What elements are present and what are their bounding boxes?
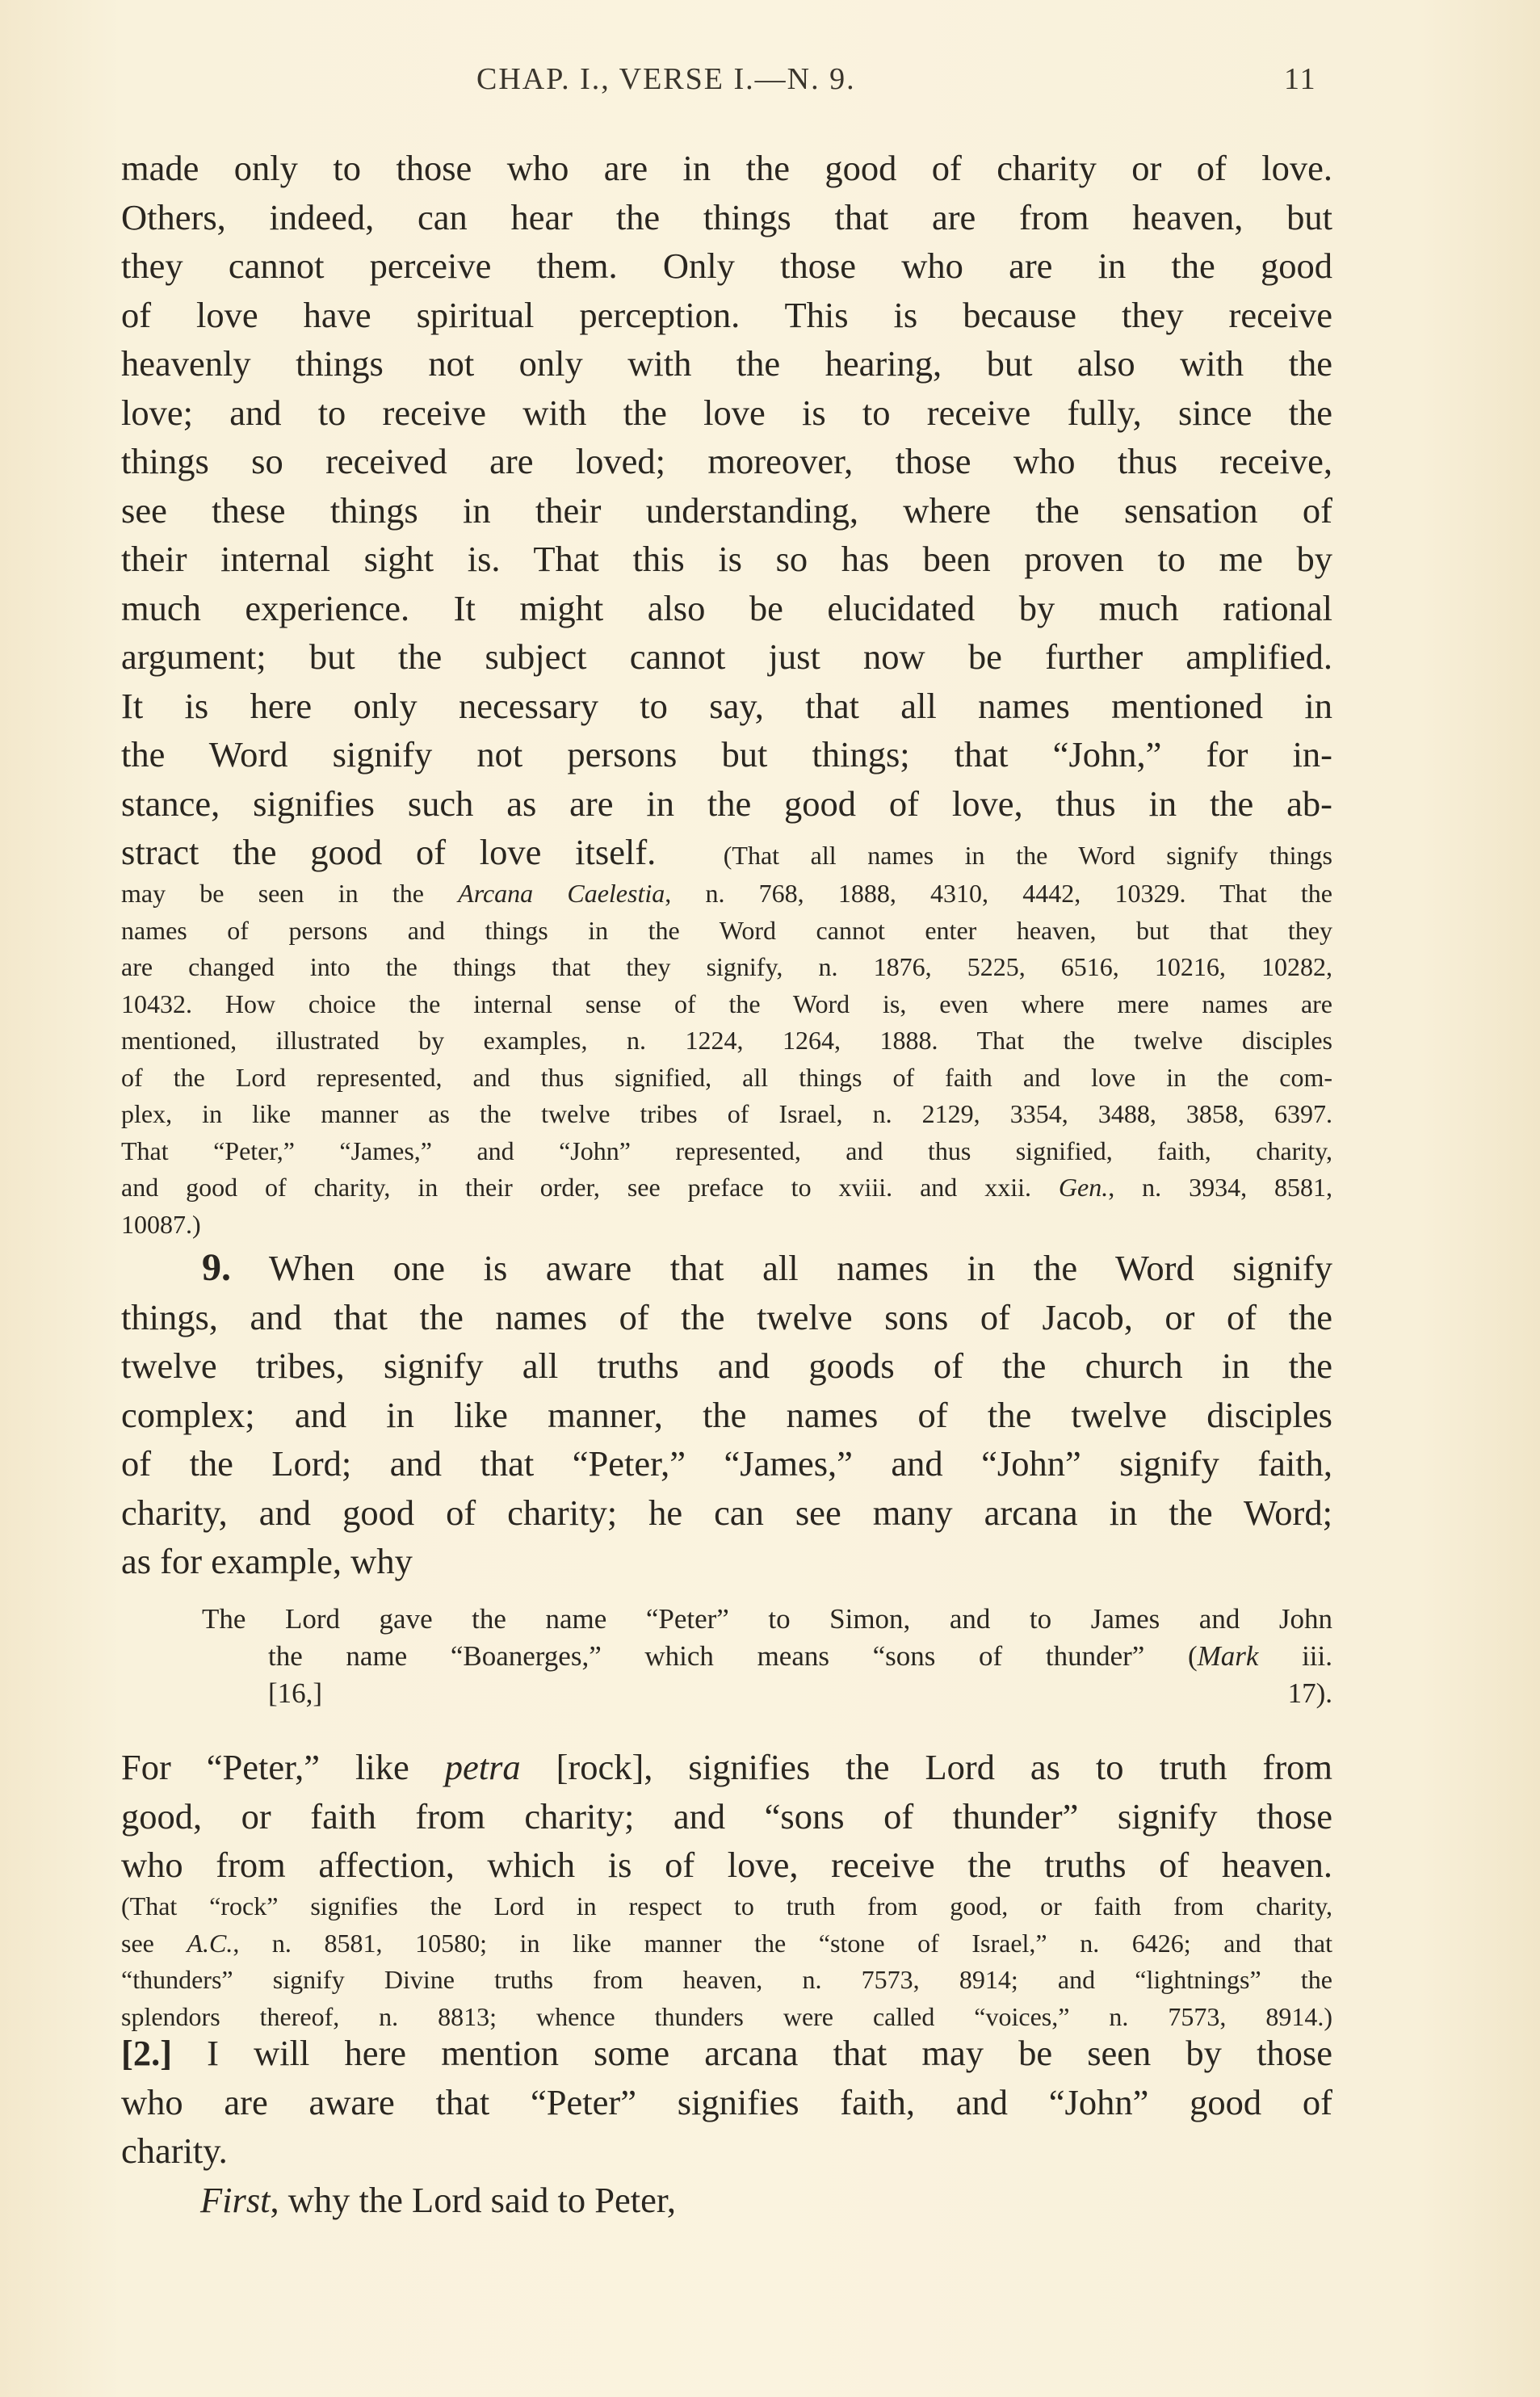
- text-line: Others, indeed, can hear the things that are from heaven, but: [121, 196, 1332, 237]
- text-line: heavenly things not only with the hearing, but also with the: [121, 343, 1332, 384]
- reference-note-2: [121, 1888, 1332, 2035]
- text-line: [2.] I will here mention some arcana that may be seen by those: [121, 2033, 1333, 2073]
- text-line: they cannot perceive them. Only those who are in the good: [121, 246, 1332, 286]
- text-line: twelve tribes, signify all truths and goods of the church in the: [121, 1345, 1332, 1386]
- text-line: their internal sight is. That this is so has been proven to me by: [121, 539, 1332, 579]
- text-line: as for example, why: [121, 1541, 413, 1581]
- text-line-mixed: stract the good of love itself. (That all names in the Word signify things: [121, 832, 1332, 872]
- note-line: and good of charity, in their order, see preface to xviii. and xxii. Gen., n. 3934, 8581,: [121, 1173, 1333, 1202]
- text-line: of love have spiritual perception. This is because they receive: [121, 294, 1332, 335]
- note-line: (That “rock” signifies the Lord in respect to truth from good, or faith from charity,: [121, 1891, 1332, 1921]
- continued-paragraph: [121, 144, 1332, 877]
- text-line: things, and that the names of the twelve sons of Jacob, or of the: [121, 1296, 1332, 1337]
- text-line: things so received are loved; moreover, those who thus receive,: [121, 441, 1332, 481]
- text-line: much experience. It might also be elucidated by much rational: [121, 587, 1332, 628]
- note-line: see A.C., n. 8581, 10580; in like manner the “stone of Israel,” n. 6426; and that: [121, 1928, 1333, 1958]
- note-line: 10087.): [121, 1209, 201, 1239]
- note-line: 10432. How choice the internal sense of the Word is, even where mere names are: [121, 989, 1332, 1018]
- page-number: 11: [1284, 62, 1317, 96]
- note-line: names of persons and things in the Word cannot enter heaven, but that they: [121, 915, 1332, 945]
- note-line: splendors thereof, n. 8813; whence thunders were called “voices,” n. 7573, 8914.): [121, 2001, 1332, 2031]
- text-line: complex; and in like manner, the names of the twelve disciples: [121, 1394, 1332, 1435]
- quote-line: [16,] 17).: [268, 1677, 1332, 1709]
- paragraph-number: 9.: [202, 1246, 231, 1289]
- scripture-quote: [202, 1601, 1332, 1712]
- subsection-2: [121, 2029, 1332, 2224]
- text-line: It is here only necessary to say, that all names mentioned in: [121, 685, 1332, 726]
- note-line: mentioned, illustrated by examples, n. 1224, 1264, 1888. That the twelve disciples: [121, 1026, 1332, 1055]
- text-line: stance, signifies such as are in the good of love, thus in the ab-: [121, 783, 1332, 824]
- section-first-line: 9. When one is aware that all names in the Word signify: [202, 1246, 1332, 1289]
- text-line: First, why the Lord said to Peter,: [200, 2179, 676, 2220]
- running-head: [0, 61, 1540, 110]
- explanation-paragraph: [121, 1743, 1332, 1890]
- note-line: may be seen in the Arcana Caelestia, n. 768, 1888, 4310, 4442, 10329. That the: [121, 879, 1333, 908]
- text-line: charity.: [121, 2130, 228, 2171]
- quote-line: the name “Boanerges,” which means “sons of thunder” (Mark iii.: [268, 1640, 1332, 1672]
- text-line: For “Peter,” like petra [rock], signifies the Lord as to truth from: [121, 1747, 1333, 1787]
- text-line: made only to those who are in the good of charity or of love.: [121, 148, 1332, 188]
- running-title: CHAP. I., VERSE I.—N. 9.: [476, 62, 856, 96]
- text-line: of the Lord; and that “Peter,” “James,” and “John” signify faith,: [121, 1443, 1332, 1484]
- text-line: the Word signify not persons but things; that “John,” for in-: [121, 734, 1332, 775]
- note-line: That “Peter,” “James,” and “John” represented, and thus signified, faith, charity,: [121, 1136, 1332, 1165]
- note-line: plex, in like manner as the twelve tribes of Israel, n. 2129, 3354, 3488, 3858, 6397.: [121, 1099, 1332, 1128]
- subsection-marker: [2.]: [121, 2033, 173, 2073]
- text-line: argument; but the subject cannot just now be further amplified.: [121, 636, 1332, 677]
- note-line: of the Lord represented, and thus signified, all things of faith and love in the com-: [121, 1062, 1332, 1092]
- text-line: who are aware that “Peter” signifies faith, and “John” good of: [121, 2081, 1332, 2122]
- reference-note: [121, 875, 1332, 1243]
- text-line: good, or faith from charity; and “sons of thunder” signify those: [121, 1795, 1332, 1837]
- text-line: who from affection, which is of love, receive the truths of heaven.: [121, 1845, 1332, 1885]
- text-line: love; and to receive with the love is to receive fully, since the: [121, 392, 1332, 433]
- note-line: are changed into the things that they signify, n. 1876, 5225, 6516, 10216, 10282,: [121, 952, 1332, 981]
- note-line: “thunders” signify Divine truths from heaven, n. 7573, 8914; and “lightnings” the: [121, 1965, 1332, 1994]
- section-9: [121, 1244, 1332, 1586]
- text-line: charity, and good of charity; he can see many arcana in the Word;: [121, 1492, 1332, 1533]
- text-line: see these things in their understanding, where the sensation of: [121, 489, 1332, 531]
- quote-line: The Lord gave the name “Peter” to Simon, and to James and John: [202, 1603, 1332, 1635]
